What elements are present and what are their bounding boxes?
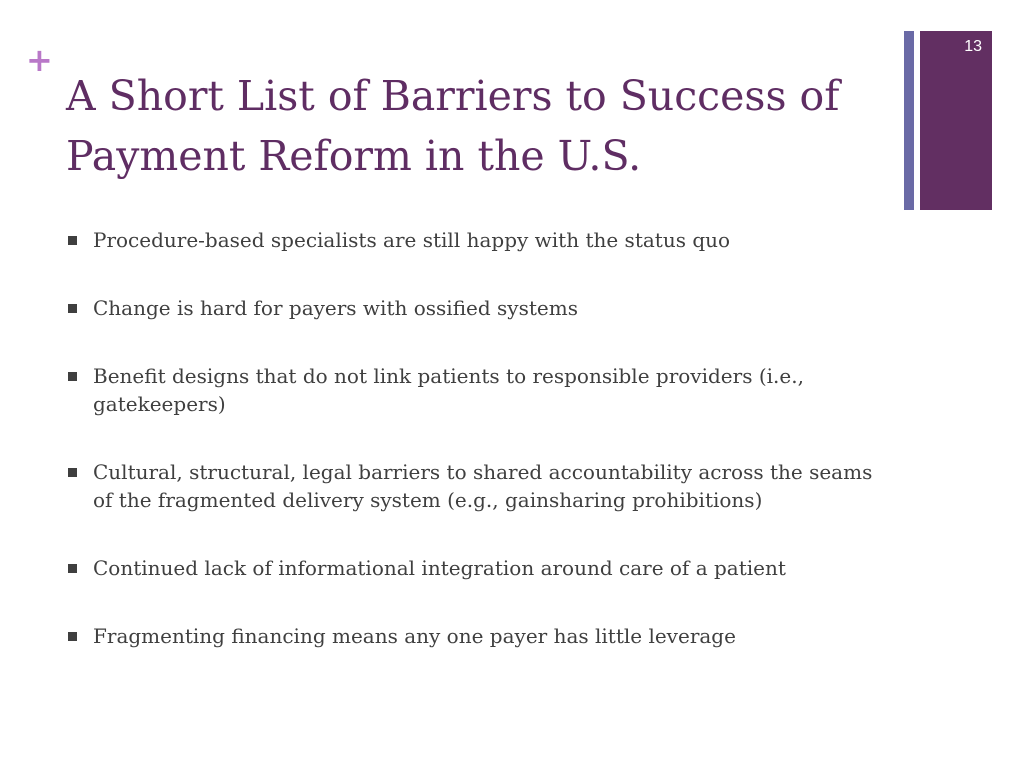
bullet-text: Procedure-based specialists are still happy with the status quo	[93, 228, 731, 252]
bullet-item	[68, 294, 898, 322]
bullet-list	[68, 226, 898, 690]
bullet-item	[68, 458, 898, 514]
bullet-item	[68, 226, 898, 254]
bullet-item	[68, 554, 898, 582]
bullet-item	[68, 622, 898, 650]
square-bullet-icon	[68, 236, 77, 245]
square-bullet-icon	[68, 372, 77, 381]
slide-number: 13	[964, 38, 982, 55]
bullet-text: Fragmenting financing means any one payer has little leverage	[93, 624, 736, 648]
square-bullet-icon	[68, 468, 77, 477]
bullet-text: Continued lack of informational integration around care of a patient	[93, 556, 786, 580]
bullet-text: Cultural, structural, legal barriers to shared accountability across the seams of the fragmented delivery system (e.g., gainsharing prohibitions)	[93, 460, 873, 512]
square-bullet-icon	[68, 564, 77, 573]
decorative-bar-thin	[904, 31, 914, 210]
bullet-item	[68, 362, 898, 418]
square-bullet-icon	[68, 304, 77, 313]
plus-icon: +	[26, 41, 53, 79]
square-bullet-icon	[68, 632, 77, 641]
bullet-text: Change is hard for payers with ossified systems	[93, 296, 578, 320]
decorative-bar-block	[920, 31, 992, 210]
slide-title: A Short List of Barriers to Success of Payment Reform in the U.S.	[66, 72, 840, 180]
bullet-text: Benefit designs that do not link patients to responsible providers (i.e., gatekeepers)	[93, 364, 804, 416]
